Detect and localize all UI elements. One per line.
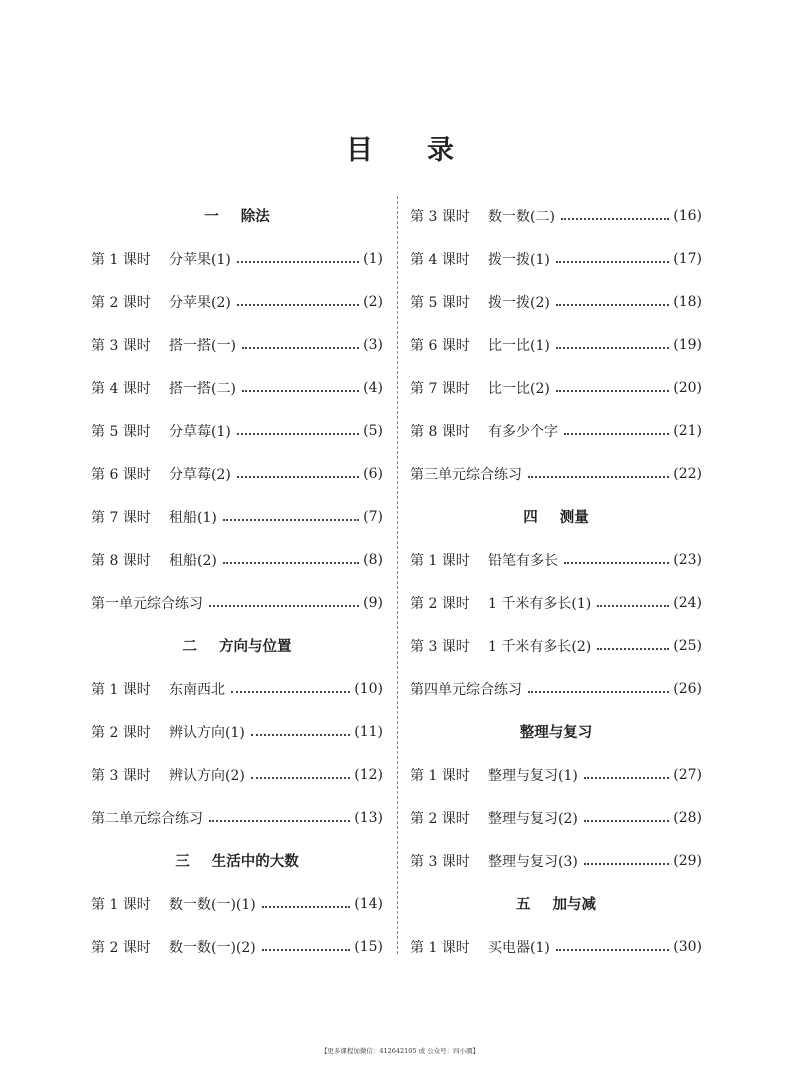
lesson-number: 第 8 课时 xyxy=(410,423,470,440)
unit-heading xyxy=(91,624,383,667)
lesson-title: 第四单元综合练习 xyxy=(410,681,522,698)
lesson-title: 搭一搭(一) xyxy=(169,337,236,354)
unit-title: 生活中的大数 xyxy=(211,854,299,870)
lesson-number: 第 1 课时 xyxy=(91,681,151,698)
lesson-title: 数一数(一)(1) xyxy=(169,896,256,913)
column-divider xyxy=(397,196,398,954)
lesson-number: 第 3 课时 xyxy=(410,638,470,655)
dot-leader xyxy=(556,948,669,951)
lesson-number: 第 7 课时 xyxy=(91,509,151,526)
unit-heading xyxy=(410,882,702,925)
page-number: (27) xyxy=(673,766,702,783)
page-number: (14) xyxy=(354,895,383,912)
lesson-number: 第 1 课时 xyxy=(91,896,151,913)
page-number: (29) xyxy=(673,852,702,869)
toc-entry[interactable] xyxy=(410,409,702,452)
lesson-title: 辨认方向(1) xyxy=(169,724,245,741)
page-number: (22) xyxy=(673,465,702,482)
toc-entry[interactable] xyxy=(91,452,383,495)
page-number: (8) xyxy=(363,551,383,568)
toc-entry[interactable] xyxy=(410,237,702,280)
toc-entry[interactable] xyxy=(410,624,702,667)
unit-number: 二 xyxy=(182,639,197,655)
lesson-number: 第 3 课时 xyxy=(410,208,470,225)
unit-title: 方向与位置 xyxy=(219,639,292,655)
dot-leader xyxy=(251,733,350,736)
dot-leader xyxy=(597,647,669,650)
page-number: (4) xyxy=(363,379,383,396)
page-number: (18) xyxy=(673,293,702,310)
toc-entry[interactable] xyxy=(410,581,702,624)
unit-title: 整理与复习 xyxy=(519,725,593,741)
toc-entry[interactable] xyxy=(91,753,383,796)
toc-entry[interactable] xyxy=(91,495,383,538)
dot-leader xyxy=(242,389,359,392)
dot-leader xyxy=(223,561,359,564)
page-number: (7) xyxy=(363,508,383,525)
unit-heading xyxy=(410,710,702,753)
page-number: (5) xyxy=(363,422,383,439)
dot-leader xyxy=(237,260,359,263)
dot-leader xyxy=(556,389,669,392)
unit-heading xyxy=(91,839,383,882)
dot-leader xyxy=(597,604,669,607)
lesson-title: 数一数(一)(2) xyxy=(169,939,256,956)
toc-entry[interactable] xyxy=(91,237,383,280)
lesson-number: 第 2 课时 xyxy=(410,595,470,612)
toc-entry[interactable] xyxy=(410,839,702,882)
dot-leader xyxy=(223,518,359,521)
page-number: (21) xyxy=(673,422,702,439)
toc-entry[interactable] xyxy=(91,710,383,753)
page-number: (9) xyxy=(363,594,383,611)
toc-entry[interactable] xyxy=(410,366,702,409)
lesson-title: 搭一搭(二) xyxy=(169,380,236,397)
toc-entry[interactable] xyxy=(91,538,383,581)
footer-note: 【更多课程加微信：412642105 或 公众号：四小圈】 xyxy=(320,1047,480,1055)
page-number: (3) xyxy=(363,336,383,353)
dot-leader xyxy=(561,217,669,220)
lesson-title: 东南西北 xyxy=(169,681,225,698)
page-number: (23) xyxy=(673,551,702,568)
lesson-title: 分苹果(1) xyxy=(169,251,231,268)
unit-heading xyxy=(410,495,702,538)
toc-entry[interactable] xyxy=(410,280,702,323)
toc-entry[interactable] xyxy=(91,280,383,323)
toc-left-column xyxy=(91,194,383,968)
lesson-number: 第 3 课时 xyxy=(91,337,151,354)
toc-entry[interactable] xyxy=(91,409,383,452)
dot-leader xyxy=(209,819,350,822)
toc-entry[interactable] xyxy=(410,194,702,237)
dot-leader xyxy=(528,475,669,478)
lesson-number: 第 1 课时 xyxy=(410,552,470,569)
dot-leader xyxy=(584,776,669,779)
dot-leader xyxy=(262,905,350,908)
page-number: (17) xyxy=(673,250,702,267)
lesson-title: 辨认方向(2) xyxy=(169,767,245,784)
lesson-title: 租船(2) xyxy=(169,552,217,569)
page-number: (20) xyxy=(673,379,702,396)
page-number: (2) xyxy=(363,293,383,310)
toc-entry[interactable] xyxy=(410,323,702,366)
lesson-title: 整理与复习(2) xyxy=(488,810,578,827)
lesson-number: 第 5 课时 xyxy=(410,294,470,311)
unit-number: 三 xyxy=(175,854,190,870)
lesson-number: 第 5 课时 xyxy=(91,423,151,440)
lesson-number: 第 8 课时 xyxy=(91,552,151,569)
unit-title: 测量 xyxy=(559,510,589,526)
dot-leader xyxy=(209,604,359,607)
lesson-title: 拨一拨(2) xyxy=(488,294,550,311)
lesson-title: 1 千米有多长(1) xyxy=(488,595,592,612)
page-number: (19) xyxy=(673,336,702,353)
dot-leader xyxy=(584,819,669,822)
lesson-number: 第 7 课时 xyxy=(410,380,470,397)
toc-entry[interactable] xyxy=(410,538,702,581)
unit-title: 除法 xyxy=(240,209,270,225)
dot-leader xyxy=(237,303,359,306)
lesson-title: 第一单元综合练习 xyxy=(91,595,203,612)
page-number: (13) xyxy=(354,809,383,826)
lesson-title: 租船(1) xyxy=(169,509,217,526)
toc-entry[interactable] xyxy=(91,366,383,409)
dot-leader xyxy=(262,948,350,951)
dot-leader xyxy=(237,432,359,435)
lesson-title: 分苹果(2) xyxy=(169,294,231,311)
lesson-number: 第 2 课时 xyxy=(91,939,151,956)
lesson-title: 比一比(2) xyxy=(488,380,550,397)
lesson-number: 第 6 课时 xyxy=(410,337,470,354)
unit-number: 四 xyxy=(523,510,538,526)
lesson-title: 比一比(1) xyxy=(488,337,550,354)
toc-right-column xyxy=(410,194,702,968)
lesson-number: 第 4 课时 xyxy=(410,251,470,268)
lesson-title: 整理与复习(3) xyxy=(488,853,578,870)
title-char-1: 目 xyxy=(346,135,373,166)
page-number: (15) xyxy=(354,938,383,955)
toc-entry[interactable] xyxy=(91,667,383,710)
lesson-number: 第 6 课时 xyxy=(91,466,151,483)
dot-leader xyxy=(237,475,359,478)
lesson-title: 第二单元综合练习 xyxy=(91,810,203,827)
lesson-title: 整理与复习(1) xyxy=(488,767,578,784)
toc-entry[interactable] xyxy=(410,452,702,495)
page-number: (26) xyxy=(673,680,702,697)
lesson-number: 第 2 课时 xyxy=(91,294,151,311)
dot-leader xyxy=(556,346,669,349)
toc-entry[interactable] xyxy=(410,667,702,710)
lesson-title: 1 千米有多长(2) xyxy=(488,638,592,655)
toc-entry[interactable] xyxy=(91,581,383,624)
toc-entry[interactable] xyxy=(410,796,702,839)
dot-leader xyxy=(564,561,669,564)
dot-leader xyxy=(242,346,359,349)
dot-leader xyxy=(556,303,669,306)
toc-entry[interactable] xyxy=(410,925,702,968)
lesson-number: 第 2 课时 xyxy=(91,724,151,741)
lesson-number: 第 1 课时 xyxy=(91,251,151,268)
lesson-title: 铅笔有多长 xyxy=(488,552,558,569)
lesson-number: 第 1 课时 xyxy=(410,767,470,784)
lesson-title: 分草莓(1) xyxy=(169,423,231,440)
unit-number: 五 xyxy=(516,897,531,913)
page-number: (12) xyxy=(354,766,383,783)
dot-leader xyxy=(231,690,350,693)
page-number: (11) xyxy=(354,723,383,740)
page-number: (16) xyxy=(673,207,702,224)
lesson-title: 数一数(二) xyxy=(488,208,555,225)
dot-leader xyxy=(251,776,350,779)
lesson-number: 第 1 课时 xyxy=(410,939,470,956)
lesson-title: 第三单元综合练习 xyxy=(410,466,522,483)
unit-heading xyxy=(91,194,383,237)
toc-entry[interactable] xyxy=(410,753,702,796)
page-number: (25) xyxy=(673,637,702,654)
lesson-title: 有多少个字 xyxy=(488,423,558,440)
page-number: (6) xyxy=(363,465,383,482)
lesson-number: 第 3 课时 xyxy=(91,767,151,784)
toc-entry[interactable] xyxy=(91,796,383,839)
lesson-title: 买电器(1) xyxy=(488,939,550,956)
toc-entry[interactable] xyxy=(91,925,383,968)
lesson-title: 分草莓(2) xyxy=(169,466,231,483)
lesson-number: 第 4 课时 xyxy=(91,380,151,397)
toc-entry[interactable] xyxy=(91,882,383,925)
dot-leader xyxy=(564,432,669,435)
lesson-number: 第 2 课时 xyxy=(410,810,470,827)
page-number: (30) xyxy=(673,938,702,955)
unit-title: 加与减 xyxy=(552,897,596,913)
page-number: (28) xyxy=(673,809,702,826)
page-title xyxy=(0,128,800,167)
title-char-2: 录 xyxy=(427,135,454,166)
dot-leader xyxy=(584,862,669,865)
page-number: (1) xyxy=(363,250,383,267)
dot-leader xyxy=(556,260,669,263)
lesson-title: 拨一拨(1) xyxy=(488,251,550,268)
dot-leader xyxy=(528,690,669,693)
lesson-number: 第 3 课时 xyxy=(410,853,470,870)
page-number: (10) xyxy=(354,680,383,697)
page-number: (24) xyxy=(673,594,702,611)
unit-number: 一 xyxy=(204,209,219,225)
toc-entry[interactable] xyxy=(91,323,383,366)
